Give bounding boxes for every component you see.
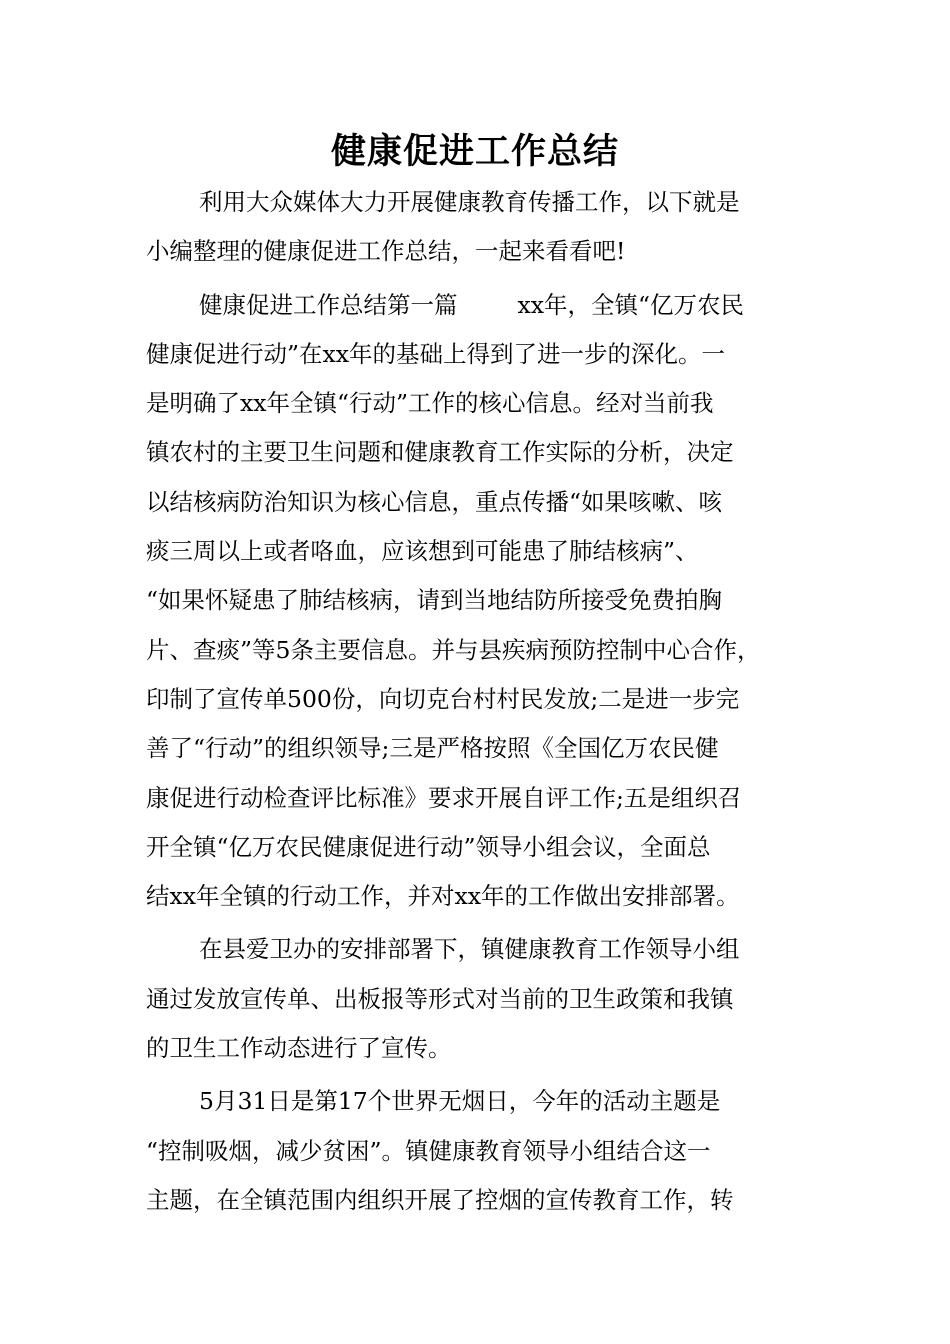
paragraph-line: 片、查痰”等5条主要信息。并与县疾病预防控制中心合作， xyxy=(146,635,761,664)
paragraph-line: 通过发放宣传单、出板报等形式对当前的卫生政策和我镇 xyxy=(146,984,734,1013)
paragraph-line: 利用大众媒体大力开展健康教育传播工作，以下就是 xyxy=(199,188,740,216)
paragraph-line: 5月31日是第17个世界无烟日，今年的活动主题是 xyxy=(199,1087,721,1116)
paragraph-line: 在县爱卫办的安排部署下，镇健康教育工作领导小组 xyxy=(199,935,740,964)
paragraph-line: 痰三周以上或者咯血，应该想到可能患了肺结核病”、 xyxy=(146,537,699,566)
section-heading: 健康促进工作总结第一篇 xyxy=(199,290,458,319)
paragraph-text: xx年，全镇“亿万农民 xyxy=(517,290,745,319)
paragraph-line: 以结核病防治知识为核心信息，重点传播“如果咳嗽、咳 xyxy=(146,487,723,516)
paragraph-line: 的卫生工作动态进行了宣传。 xyxy=(146,1034,452,1063)
paragraph-line: 主题，在全镇范围内组织开展了控烟的宣传教育工作，转 xyxy=(146,1185,734,1214)
paragraph-line: 是明确了xx年全镇“行动”工作的核心信息。经对当前我 xyxy=(146,389,714,418)
document-title: 健康促进工作总结 xyxy=(330,131,619,172)
paragraph-line: “如果怀疑患了肺结核病，请到当地结防所接受免费拍胸 xyxy=(146,586,723,615)
paragraph-line: 结xx年全镇的行动工作，并对xx年的工作做出安排部署。 xyxy=(146,882,740,911)
document-body xyxy=(146,178,822,1225)
paragraph-line: 小编整理的健康促进工作总结，一起来看看吧! xyxy=(146,237,626,266)
paragraph-line: 印制了宣传单500份，向切克台村村民发放;二是进一步完 xyxy=(146,684,740,713)
paragraph-line: “控制吸烟，减少贫困”。镇健康教育领导小组结合这一 xyxy=(146,1136,711,1165)
paragraph-line: 镇农村的主要卫生问题和健康教育工作实际的分析，决定 xyxy=(146,438,734,467)
paragraph-line-with-heading xyxy=(146,281,822,330)
paragraph-line: 健康促进行动”在xx年的基础上得到了进一步的深化。一 xyxy=(146,339,726,368)
paragraph-line: 开全镇“亿万农民健康促进行动”领导小组会议，全面总 xyxy=(146,832,711,861)
paragraph-line: 善了“行动”的组织领导;三是严格按照《全国亿万农民健 xyxy=(146,734,719,763)
paragraph-line: 康促进行动检查评比标准》要求开展自评工作;五是组织召 xyxy=(146,783,742,812)
